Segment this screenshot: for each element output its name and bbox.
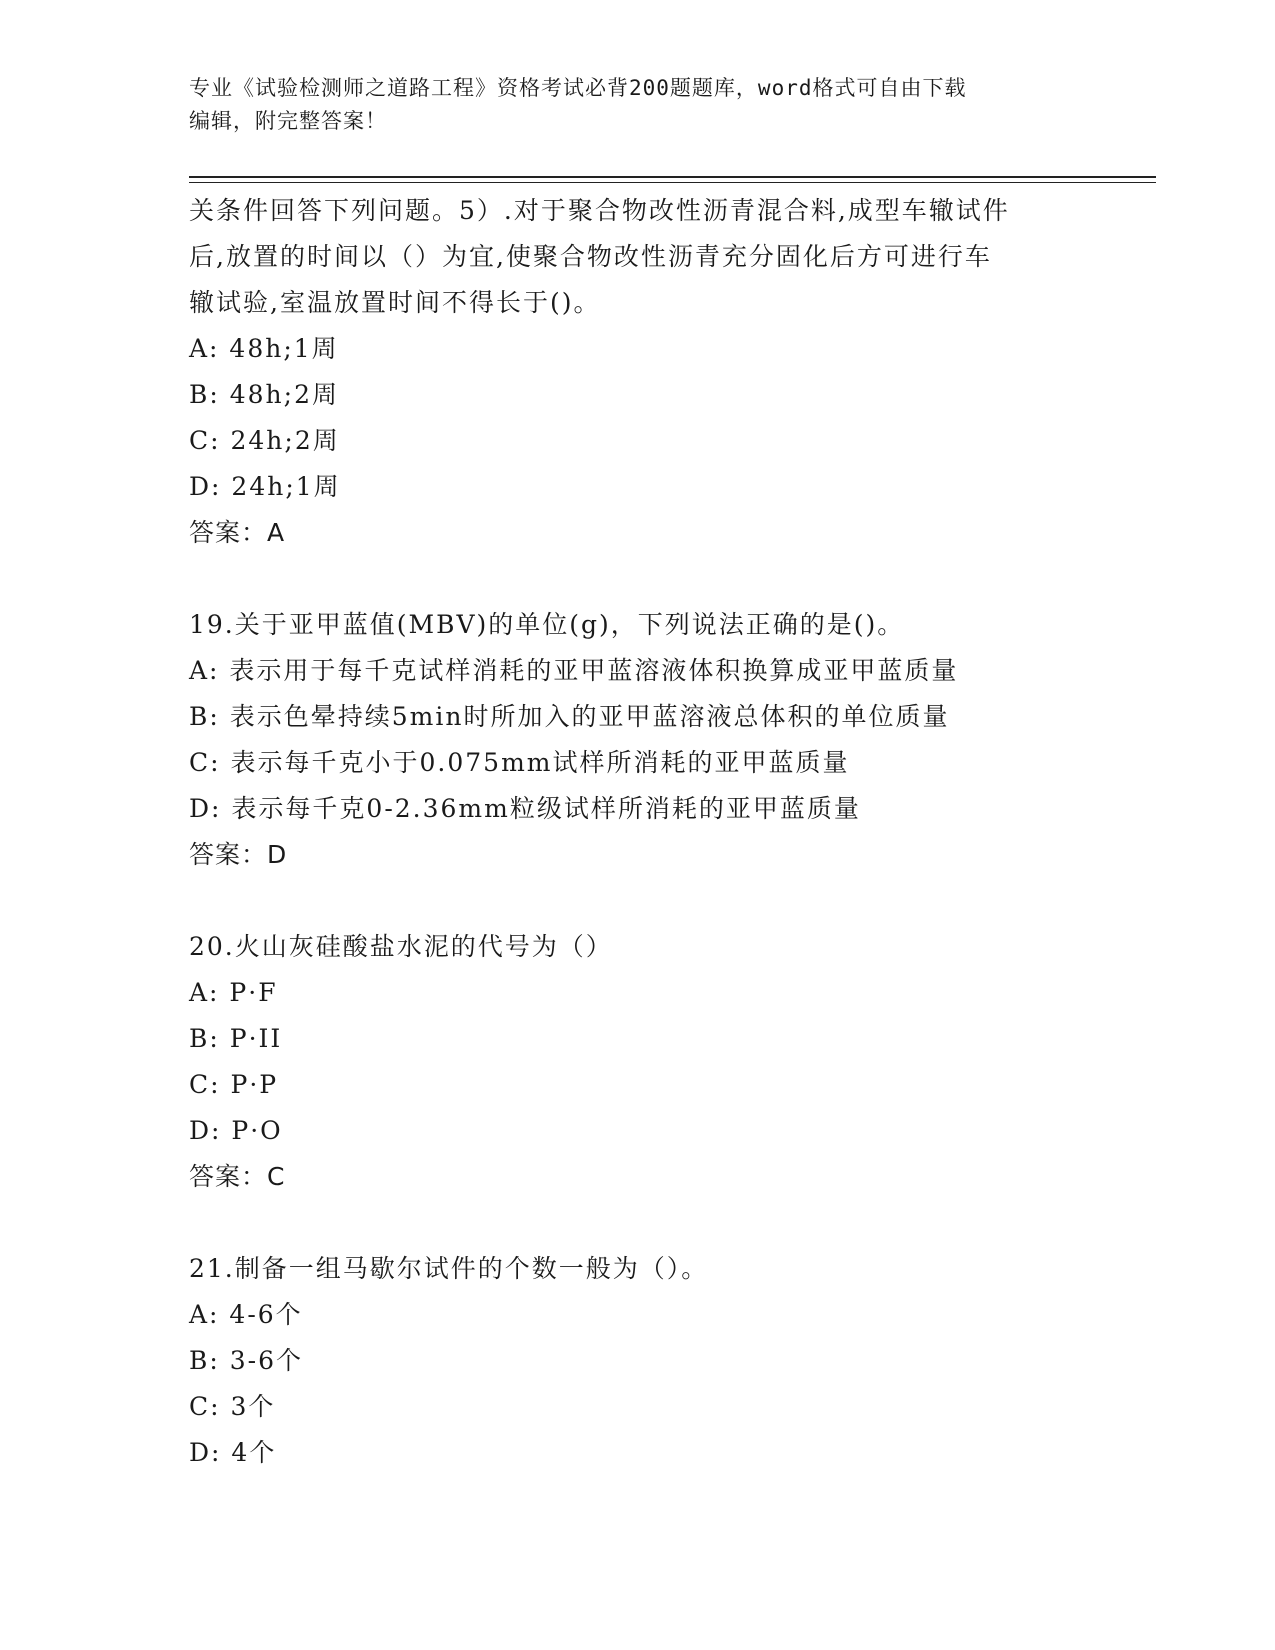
option-c: C: P·P (189, 1070, 279, 1099)
spacer (189, 878, 1089, 924)
option-a: A: 4-6个 (189, 1300, 303, 1329)
header-title-line-1: 专业《试验检测师之道路工程》资格考试必背200题题库，word格式可自由下载 (189, 76, 967, 100)
question-stem-line: 21.制备一组马歇尔试件的个数一般为（）。 (189, 1254, 709, 1283)
question-stem-line: 关条件回答下列问题。5）.对于聚合物改性沥青混合料,成型车辙试件 (189, 196, 1010, 225)
header-divider-thick (189, 176, 1156, 178)
option-a: A: 表示用于每千克试样消耗的亚甲蓝溶液体积换算成亚甲蓝质量 (189, 656, 959, 685)
question-block (189, 1246, 1089, 1476)
question-block (189, 602, 1089, 878)
option-a: A: 48h;1周 (189, 334, 339, 363)
question-stem-line: 19.关于亚甲蓝值(MBV)的单位(g)，下列说法正确的是()。 (189, 610, 905, 639)
answer-line: 答案：A (189, 518, 286, 547)
answer-line: 答案：C (189, 1162, 286, 1191)
header-title-line-2: 编辑，附完整答案！ (189, 109, 387, 133)
question-block (189, 924, 1089, 1200)
header-divider-thin (189, 182, 1156, 183)
option-d: D: 24h;1周 (189, 472, 341, 501)
option-c: C: 24h;2周 (189, 426, 340, 455)
question-stem-line: 后,放置的时间以（）为宜,使聚合物改性沥青充分固化后方可进行车 (189, 242, 992, 271)
option-d: D: 4个 (189, 1438, 277, 1467)
answer-line: 答案：D (189, 840, 288, 869)
option-d: D: 表示每千克0-2.36mm粒级试样所消耗的亚甲蓝质量 (189, 794, 861, 823)
document-header (189, 72, 1079, 138)
question-list (189, 188, 1089, 1476)
option-c: C: 3个 (189, 1392, 276, 1421)
option-a: A: P·F (189, 978, 278, 1007)
question-stem-line: 20.火山灰硅酸盐水泥的代号为（） (189, 932, 613, 961)
option-b: B: 表示色晕持续5min时所加入的亚甲蓝溶液总体积的单位质量 (189, 702, 950, 731)
spacer (189, 556, 1089, 602)
option-b: B: 3-6个 (189, 1346, 304, 1375)
option-d: D: P·O (189, 1116, 283, 1145)
question-stem-line: 辙试验,室温放置时间不得长于()。 (189, 288, 601, 317)
option-b: B: P·II (189, 1024, 283, 1053)
question-block (189, 188, 1089, 556)
option-c: C: 表示每千克小于0.075mm试样所消耗的亚甲蓝质量 (189, 748, 850, 777)
option-b: B: 48h;2周 (189, 380, 339, 409)
spacer (189, 1200, 1089, 1246)
